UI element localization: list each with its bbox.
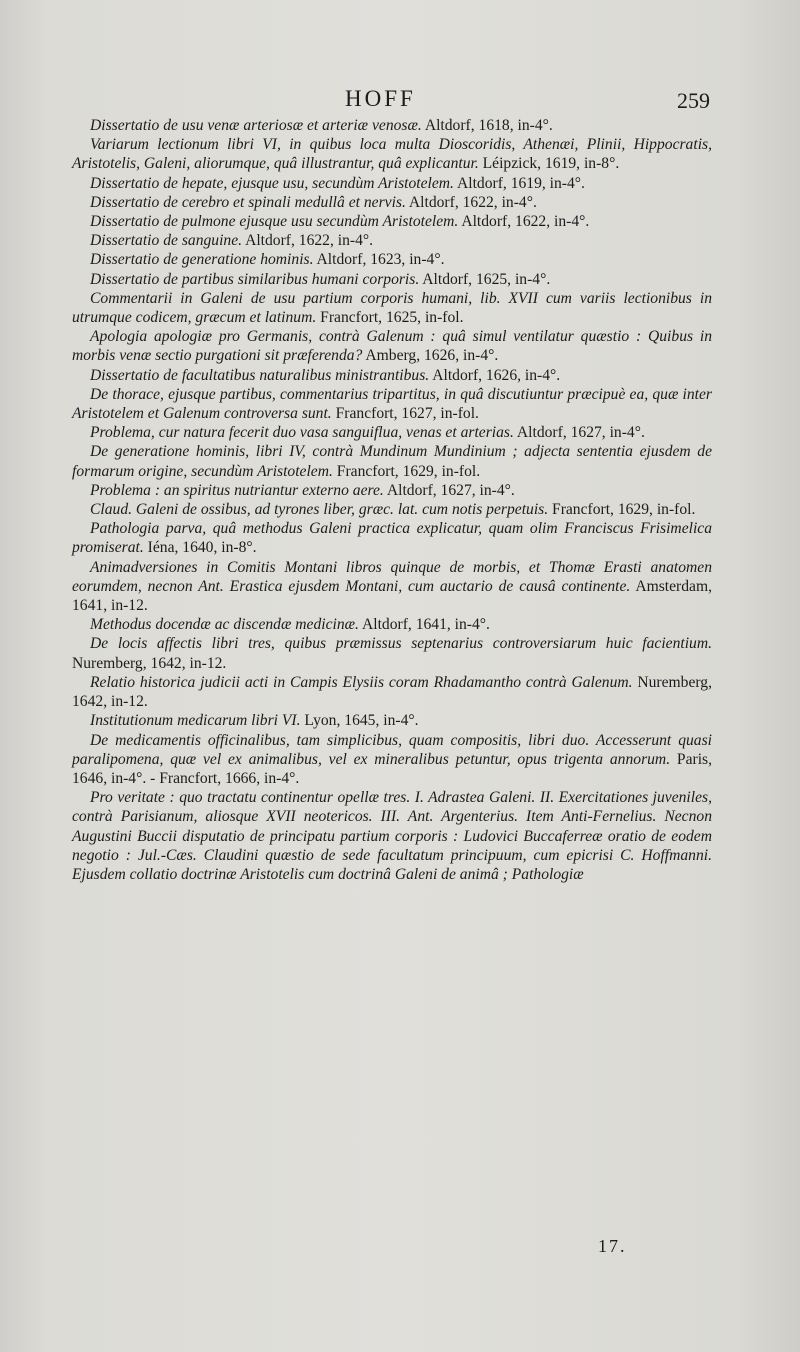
entry-title: Dissertatio de partibus similaribus humani corporis.: [90, 270, 420, 288]
bibliography-entry: [72, 711, 712, 730]
entry-title: Pro veritate : quo tractatu continentur opellæ tres. I. Adrastea Galeni. II. Exercitationes juveniles, contrà Parisianum, aliosque XVII neotericos. III. Ant. Argenterius. Item Anti-Fernelius. Necnon Augustini Buccii disputatio de principatu partium corporis : Ludovici Buccaferreæ oratio de eodem negotio : Jul.-Cæs. Claudini quæstio de sede facultatum principuum, cum epicrisi C. Hoffmanni. Ejusdem collatio doctrinæ Aristotelis cum doctrinâ Galeni de animâ ; Pathologiæ: [72, 789, 712, 883]
entry-title: Claud. Galeni de ossibus, ad tyrones liber, græc. lat. cum notis perpetuis.: [90, 501, 549, 519]
entry-title: Dissertatio de hepate, ejusque usu, secundùm Aristotelem.: [90, 174, 454, 192]
bibliography-entry: [72, 250, 712, 269]
entry-imprint: Altdorf, 1626, in-4°.: [429, 366, 561, 384]
entry-imprint: Iéna, 1640, in-8°.: [143, 539, 257, 557]
entry-imprint: Altdorf, 1619, in-4°.: [453, 174, 585, 192]
signature-mark: 17.: [598, 1236, 627, 1256]
bibliography-entry: [72, 193, 712, 212]
entry-imprint: Paris, 1646, in-4°. - Francfort, 1666, in-4°.: [72, 750, 712, 787]
entry-title: Pathologia parva, quâ methodus Galeni practica explicatur, quam olim Franciscus Frisimelica promiserat.: [72, 520, 712, 557]
entry-title: Dissertatio de pulmone ejusque usu secundùm Aristotelem.: [90, 213, 459, 231]
entry-title: Dissertatio de generatione hominis.: [90, 251, 314, 269]
entry-imprint: Altdorf, 1627, in-4°.: [513, 424, 645, 442]
entry-imprint: Altdorf, 1623, in-4°.: [313, 251, 445, 269]
entry-title: Problema : an spiritus nutriantur externo aere.: [90, 481, 384, 499]
bibliography-entry: [72, 673, 712, 711]
bibliography-entry: [72, 385, 712, 423]
entry-imprint: Lyon, 1645, in-4°.: [300, 712, 419, 730]
entry-imprint: Nuremberg, 1642, in-12.: [72, 673, 712, 711]
bibliography-entry: [72, 212, 712, 231]
entry-title: Dissertatio de sanguine.: [90, 232, 243, 250]
entry-imprint: Altdorf, 1641, in-4°.: [358, 616, 490, 634]
entry-imprint: Altdorf, 1622, in-4°.: [458, 213, 590, 231]
bibliography-entry: [72, 423, 712, 442]
bibliography-entry: [72, 788, 712, 884]
entry-title: Institutionum medicarum libri VI.: [90, 712, 301, 730]
entry-title: Dissertatio de cerebro et spinali medullâ et nervis.: [90, 193, 406, 211]
bibliography-entry: [72, 270, 712, 289]
bibliography-entry: [72, 500, 712, 519]
entry-title: De thorace, ejusque partibus, commentarius tripartitus, in quâ discutiuntur præcipuè ea, quæ inter Aristotelem et Galenum controversa sunt.: [72, 385, 712, 423]
entry-title: Dissertatio de usu venæ arteriosæ et arteriæ venosæ.: [90, 117, 422, 134]
entry-imprint: Francfort, 1627, in-fol.: [331, 405, 479, 423]
entry-imprint: Amberg, 1626, in-4°.: [362, 347, 499, 365]
entry-title: De generatione hominis, libri IV, contrà Mundinum Mundinium ; adjecta sententia ejusdem de formarum origine, secundùm Aristotelem.: [72, 443, 712, 480]
entry-imprint: Altdorf, 1625, in-4°.: [419, 270, 551, 288]
bibliography-entry: [72, 731, 712, 789]
bibliography-list: [72, 116, 712, 884]
entry-imprint: Francfort, 1625, in-fol.: [316, 309, 464, 327]
entry-imprint: Nuremberg, 1642, in-12.: [72, 654, 227, 672]
entry-imprint: Francfort, 1629, in-fol.: [332, 462, 481, 480]
entry-title: Problema, cur natura fecerit duo vasa sanguiflua, venas et arterias.: [90, 424, 514, 442]
entry-title: Commentarii in Galeni de usu partium corporis humani, lib. XVII cum variis lectionibus in utrumque codicem, græcum et latinum.: [72, 289, 712, 327]
entry-imprint: Amsterdam, 1641, in-12.: [72, 577, 712, 615]
bibliography-entry: [72, 615, 712, 634]
entry-title: Methodus docendæ ac discendæ medicinæ.: [90, 616, 359, 634]
entry-imprint: Léipzick, 1619, in-8°.: [478, 155, 620, 173]
running-head: HOFF: [345, 86, 416, 111]
bibliography-entry: [72, 231, 712, 250]
entry-imprint: Altdorf, 1622, in-4°.: [242, 232, 374, 250]
bibliography-entry: [72, 289, 712, 327]
entry-imprint: Altdorf, 1622, in-4°.: [405, 193, 537, 211]
bibliography-entry: [72, 558, 712, 616]
entry-title: Dissertatio de facultatibus naturalibus ministrantibus.: [90, 366, 430, 384]
bibliography-entry: [72, 481, 712, 500]
page-header: [0, 86, 800, 116]
bibliography-entry: [72, 116, 712, 135]
bibliography-entry: [72, 174, 712, 193]
entry-title: Variarum lectionum libri VI, in quibus loca multa Dioscoridis, Athenæi, Plinii, Hippocratis, Aristotelis, Galeni, aliorumque, quâ illustrantur, quâ explicantur.: [72, 136, 712, 173]
bibliography-entry: [72, 135, 712, 173]
entry-title: Apologia apologiæ pro Germanis, contrà Galenum : quâ simul ventilatur quæstio : Quibus in morbis venæ sectio purgationi sit præferenda?: [72, 328, 712, 365]
entry-title: Animadversiones in Comitis Montani libros quinque de morbis, et Thomæ Erasti anatomen eorumdem, necnon Ant. Erastica ejusdem Montani, cum auctario de causâ continente.: [72, 558, 712, 595]
bibliography-entry: [72, 634, 712, 672]
entry-imprint: Altdorf, 1618, in-4°.: [421, 117, 553, 134]
entry-title: Relatio historica judicii acti in Campis Elysiis coram Rhadamantho contrà Galenum.: [90, 673, 633, 691]
page-number: 259: [677, 88, 710, 113]
entry-imprint: Francfort, 1629, in-fol.: [548, 501, 696, 519]
bibliography-entry: [72, 442, 712, 480]
entry-imprint: Altdorf, 1627, in-4°.: [383, 481, 515, 499]
bibliography-entry: [72, 519, 712, 557]
entry-title: De medicamentis officinalibus, tam simplicibus, quam compositis, libri duo. Accesserunt quasi paralipomena, quæ vel ex animalibus, vel ex mineralibus petuntur, opus trigenta annorum.: [72, 731, 712, 768]
bibliography-entry: [72, 366, 712, 385]
entry-title: De locis affectis libri tres, quibus præmissus septenarius controversiarum huic facientium.: [90, 635, 712, 653]
bibliography-entry: [72, 327, 712, 365]
